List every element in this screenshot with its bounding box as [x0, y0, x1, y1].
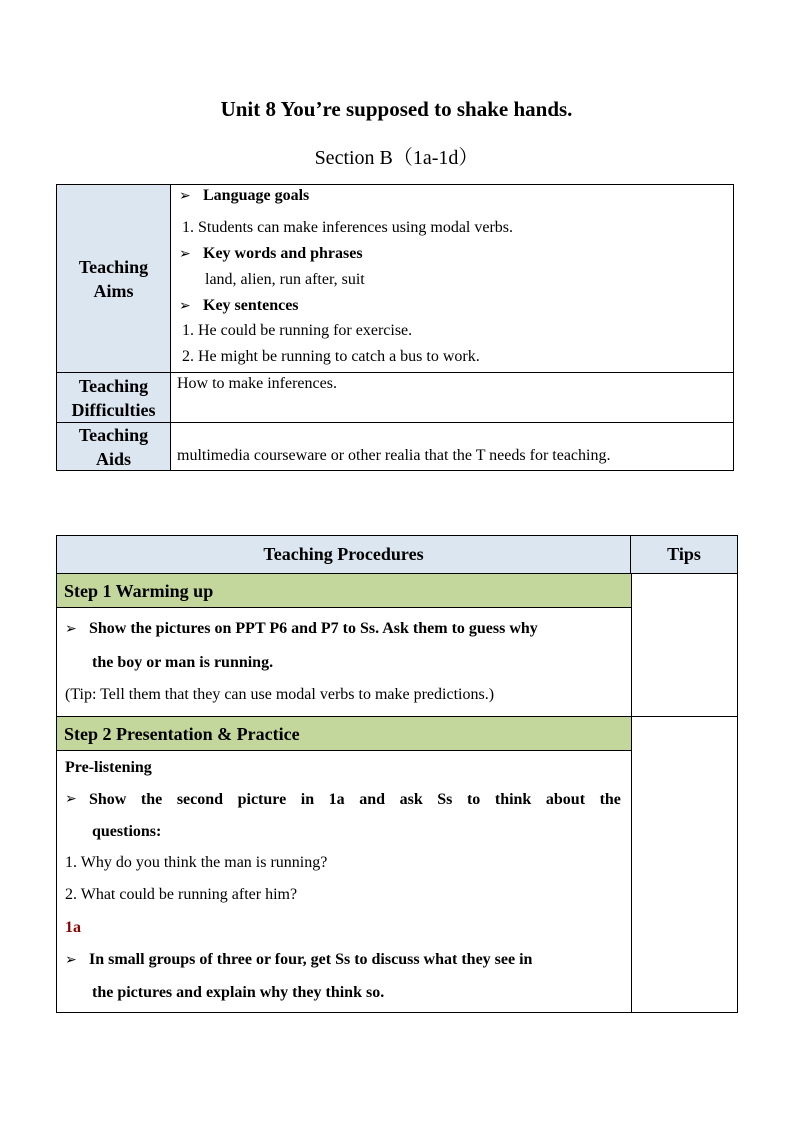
step-2-bullet-1 [65, 791, 621, 809]
bullet-word: second [176, 791, 224, 808]
step-1-heading: Step 1 Warming up [57, 574, 631, 608]
tips-header: Tips [667, 544, 701, 564]
key-sentence-1: 1. He could be running for exercise. [182, 322, 413, 339]
pre-listening-label: Pre-listening [65, 759, 152, 776]
document-title: Unit 8 You’re supposed to shake hands. [220, 97, 573, 121]
aims-label: Teaching Aims [57, 185, 171, 372]
difficulties-text: How to make inferences. [177, 375, 337, 392]
difficulties-row [57, 373, 733, 423]
bullet-word: Show [89, 791, 127, 808]
aids-content [171, 423, 733, 470]
bullet-word: to [466, 791, 481, 808]
step-1-bullet-cont: the boy or man is running. [92, 654, 274, 671]
arrow-bullet-icon: ➢ [179, 298, 191, 314]
teaching-aims-table [56, 184, 734, 471]
arrow-bullet-icon: ➢ [65, 621, 77, 637]
procedures-header-row [57, 536, 737, 574]
bullet-word: ask [399, 791, 423, 808]
step-2-bullet-2: ➢ In small groups of three or four, get Ss to discuss what they see in [65, 951, 533, 968]
arrow-bullet-icon: ➢ [179, 188, 191, 204]
bullet-word: think [494, 791, 532, 808]
bullet-word: Ss [437, 791, 453, 808]
label-1a: 1a [65, 919, 81, 936]
step-1-tip: (Tip: Tell them that they can use modal verbs to make predictions.) [65, 686, 495, 703]
bullet-word: and [359, 791, 386, 808]
language-goals-heading: Language goals [203, 187, 310, 204]
arrow-bullet-icon: ➢ [179, 246, 191, 262]
procedures-header: Teaching Procedures [57, 536, 631, 573]
key-words-heading: Key words and phrases [203, 245, 363, 262]
aims-content [171, 185, 733, 372]
step-1-bullet: ➢ Show the pictures on PPT P6 and P7 to Ss. Ask them to guess why [65, 620, 538, 637]
difficulties-content [171, 373, 733, 422]
bullet-word: in [300, 791, 315, 808]
question-2: 2. What could be running after him? [65, 886, 298, 903]
column-divider [631, 574, 632, 1012]
key-sentence-2: 2. He might be running to catch a bus to work. [182, 348, 480, 365]
aids-label: Teaching Aids [57, 423, 171, 470]
aims-row [57, 185, 733, 373]
step-2-bullet-1-cont: questions: [92, 823, 162, 840]
bullet-word: the [140, 791, 163, 808]
bullet-word: the [599, 791, 621, 808]
key-words: land, alien, run after, suit [205, 271, 365, 288]
arrow-bullet-icon: ➢ [65, 791, 77, 807]
teaching-procedures-table [56, 535, 738, 1013]
bullet-word: about [545, 791, 586, 808]
question-1: 1. Why do you think the man is running? [65, 854, 328, 871]
step-2-bullet-2-cont: the pictures and explain why they think so. [92, 984, 385, 1001]
bullet-word: picture [237, 791, 287, 808]
key-sentences-heading: Key sentences [203, 297, 299, 314]
document-subtitle: Section B（1a-1d） [314, 147, 479, 169]
difficulties-label: Teaching Difficulties [57, 373, 171, 422]
aids-text: multimedia courseware or other realia that the T needs for teaching. [177, 447, 611, 464]
language-goals-item: 1. Students can make inferences using modal verbs. [182, 219, 514, 236]
bullet-word: 1a [328, 791, 345, 808]
step-2-heading: Step 2 Presentation & Practice [57, 717, 631, 751]
aids-row [57, 423, 733, 470]
arrow-bullet-icon: ➢ [65, 952, 77, 968]
